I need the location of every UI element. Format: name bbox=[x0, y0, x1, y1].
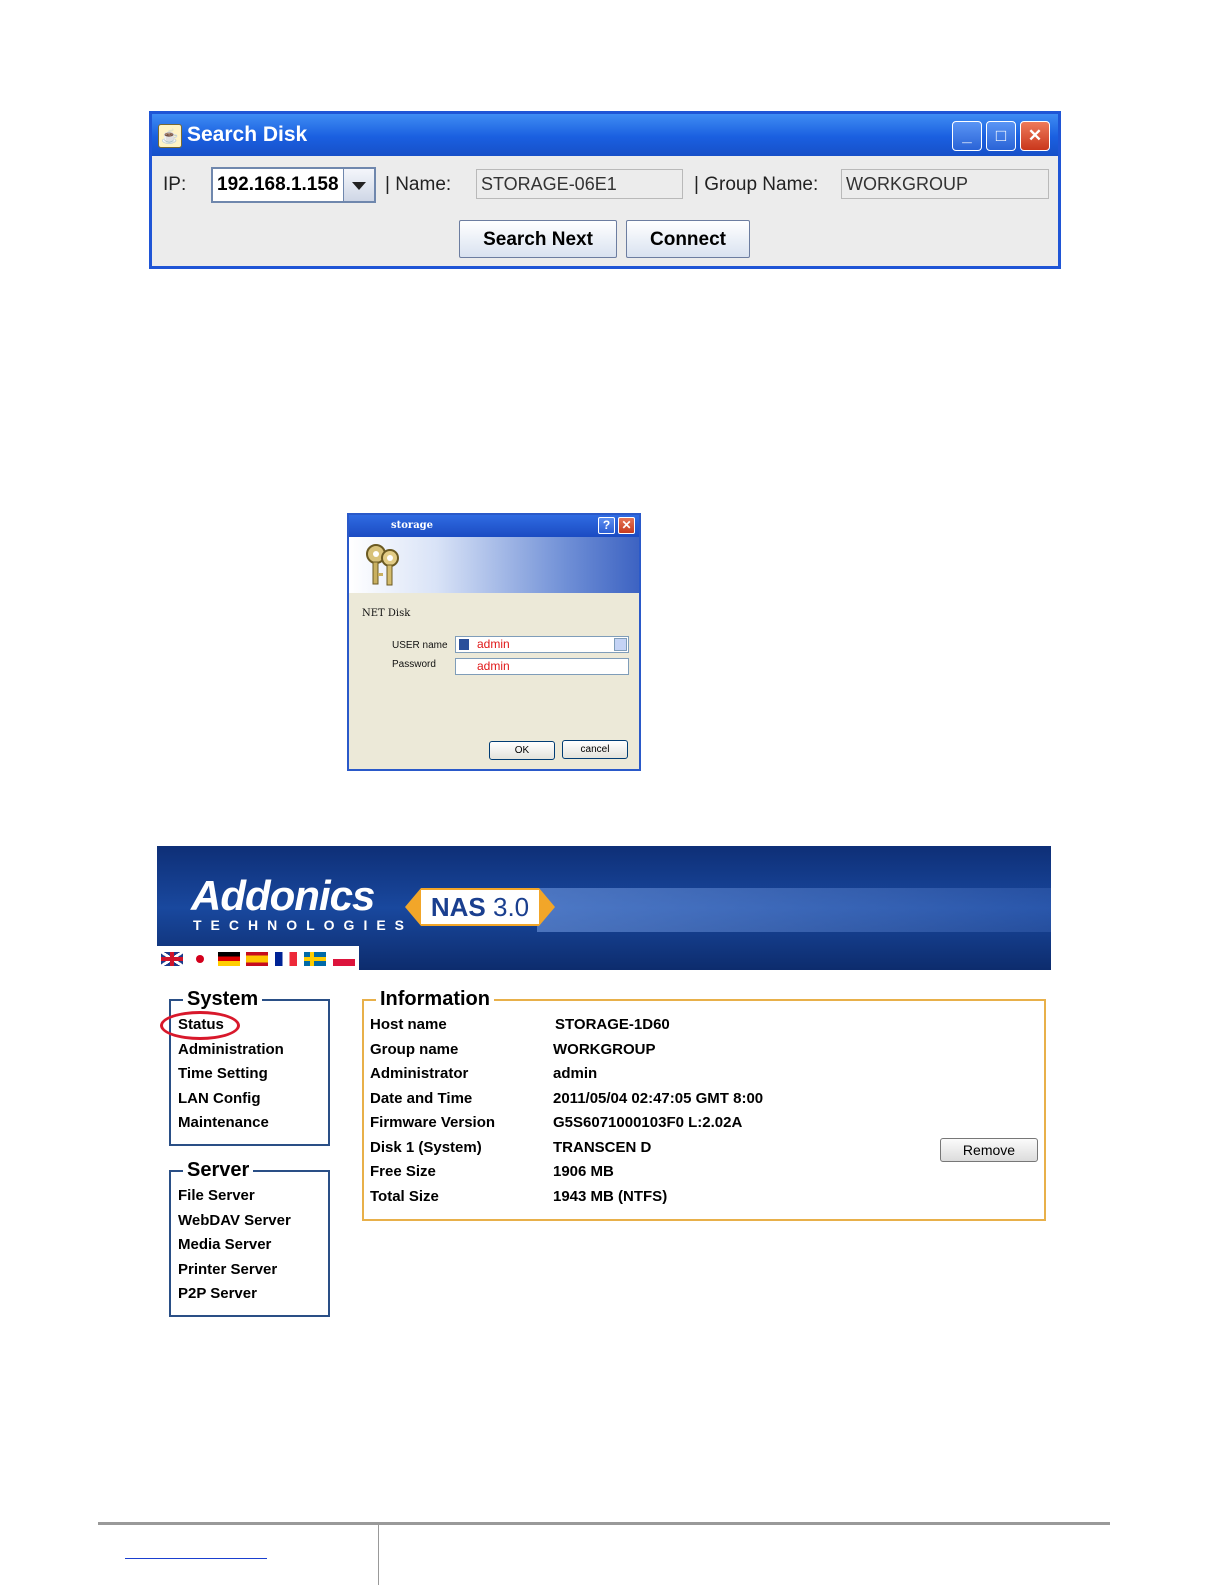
information-title: Information bbox=[376, 988, 494, 1011]
name-label: | Name: bbox=[385, 174, 452, 195]
ip-dropdown[interactable] bbox=[211, 167, 376, 203]
badge-right-chevron bbox=[539, 888, 555, 926]
nav-webdav-server[interactable]: WebDAV Server bbox=[178, 1212, 291, 1229]
cancel-button[interactable]: cancel bbox=[562, 740, 628, 759]
badge-text bbox=[405, 892, 555, 923]
dialog-close-button[interactable]: ✕ bbox=[618, 517, 635, 534]
keys-icon bbox=[363, 543, 403, 587]
nav-file-server[interactable]: File Server bbox=[178, 1187, 255, 1204]
search-disk-title: Search Disk bbox=[187, 123, 308, 146]
group-name-label: | Group Name: bbox=[694, 174, 819, 195]
nas-version-badge bbox=[405, 888, 555, 926]
uk-flag-icon[interactable] bbox=[161, 952, 183, 966]
minimize-button[interactable]: _ bbox=[952, 121, 982, 151]
info-label-group-name: Group name bbox=[370, 1041, 459, 1058]
info-value-host-name: STORAGE-1D60 bbox=[555, 1016, 670, 1033]
nas-header bbox=[157, 846, 1051, 970]
information-panel bbox=[362, 988, 1046, 1221]
badge-version: 3.0 bbox=[492, 892, 530, 922]
login-dialog bbox=[347, 513, 641, 771]
footer-rule bbox=[98, 1522, 1110, 1525]
info-value-administrator: admin bbox=[553, 1065, 598, 1082]
language-flag-bar bbox=[157, 946, 359, 970]
badge-nas: NAS bbox=[430, 892, 486, 922]
info-label-disk1: Disk 1 (System) bbox=[370, 1139, 482, 1156]
chevron-down-icon[interactable] bbox=[614, 638, 627, 651]
nav-media-server[interactable]: Media Server bbox=[178, 1236, 272, 1253]
info-value-disk1: TRANSCEN D bbox=[553, 1139, 652, 1156]
password-label: Password bbox=[392, 659, 436, 670]
close-button[interactable]: ✕ bbox=[1020, 121, 1050, 151]
info-label-free-size: Free Size bbox=[370, 1163, 436, 1180]
info-value-free-size: 1906 MB bbox=[553, 1163, 614, 1180]
ip-label: IP: bbox=[163, 174, 187, 195]
login-title: storage bbox=[391, 520, 434, 531]
info-label-firmware: Firmware Version bbox=[370, 1114, 496, 1131]
brand-subtitle: TECHNOLOGIES bbox=[193, 917, 414, 933]
info-label-total-size: Total Size bbox=[370, 1188, 439, 1205]
nav-administration[interactable]: Administration bbox=[178, 1041, 284, 1058]
dialog-heading: NET Disk bbox=[362, 608, 411, 619]
header-stripe bbox=[537, 888, 1051, 932]
info-value-group-name: WORKGROUP bbox=[553, 1041, 656, 1058]
connect-button[interactable]: Connect bbox=[626, 220, 750, 258]
maximize-button[interactable]: □ bbox=[986, 121, 1016, 151]
status-highlight-circle bbox=[160, 1011, 240, 1040]
nav-time-setting[interactable]: Time Setting bbox=[178, 1065, 268, 1082]
user-name-combo[interactable] bbox=[455, 636, 629, 653]
user-name-value: admin bbox=[477, 637, 510, 651]
sweden-flag-icon[interactable] bbox=[304, 952, 326, 966]
user-icon bbox=[459, 639, 469, 650]
france-flag-icon[interactable] bbox=[275, 952, 297, 966]
info-value-total-size: 1943 MB (NTFS) bbox=[553, 1188, 668, 1205]
nav-lan-config[interactable]: LAN Config bbox=[178, 1090, 261, 1107]
search-disk-titlebar[interactable] bbox=[152, 114, 1058, 156]
remove-disk-button[interactable]: Remove bbox=[940, 1138, 1038, 1162]
nav-printer-server[interactable]: Printer Server bbox=[178, 1261, 278, 1278]
spain-flag-icon[interactable] bbox=[246, 952, 268, 966]
search-next-button[interactable]: Search Next bbox=[459, 220, 617, 258]
poland-flag-icon[interactable] bbox=[333, 952, 355, 966]
java-app-icon: ☕ bbox=[158, 124, 182, 148]
japan-flag-icon[interactable] bbox=[189, 952, 211, 966]
group-name-field: WORKGROUP bbox=[841, 169, 1049, 199]
info-label-host-name: Host name bbox=[370, 1016, 447, 1033]
search-disk-window bbox=[149, 111, 1061, 269]
info-value-firmware: G5S6071000103F0 L:2.02A bbox=[553, 1114, 743, 1131]
login-banner bbox=[349, 537, 639, 593]
server-menu bbox=[169, 1159, 330, 1317]
nav-p2p-server[interactable]: P2P Server bbox=[178, 1285, 257, 1302]
info-label-date-time: Date and Time bbox=[370, 1090, 473, 1107]
server-menu-title: Server bbox=[183, 1159, 253, 1182]
chevron-down-icon[interactable] bbox=[343, 169, 374, 201]
footer-link-underline[interactable] bbox=[125, 1558, 267, 1560]
help-button[interactable]: ? bbox=[598, 517, 615, 534]
ip-dropdown-value: 192.168.1.158 bbox=[217, 174, 339, 195]
germany-flag-icon[interactable] bbox=[218, 952, 240, 966]
user-name-label: USER name bbox=[392, 640, 448, 651]
password-field[interactable] bbox=[455, 658, 629, 675]
info-label-administrator: Administrator bbox=[370, 1065, 469, 1082]
nav-status[interactable]: Status bbox=[178, 1016, 224, 1033]
name-field: STORAGE-06E1 bbox=[476, 169, 683, 199]
badge-bottom-bar bbox=[421, 924, 539, 926]
info-value-date-time: 2011/05/04 02:47:05 GMT 8:00 bbox=[553, 1090, 764, 1107]
ok-button[interactable]: OK bbox=[489, 741, 555, 760]
nav-maintenance[interactable]: Maintenance bbox=[178, 1114, 269, 1131]
login-titlebar[interactable] bbox=[349, 515, 639, 537]
password-value: admin bbox=[477, 659, 510, 673]
brand-logo: Addonics bbox=[191, 872, 375, 919]
footer-divider bbox=[378, 1525, 379, 1585]
system-menu-title: System bbox=[183, 988, 262, 1011]
